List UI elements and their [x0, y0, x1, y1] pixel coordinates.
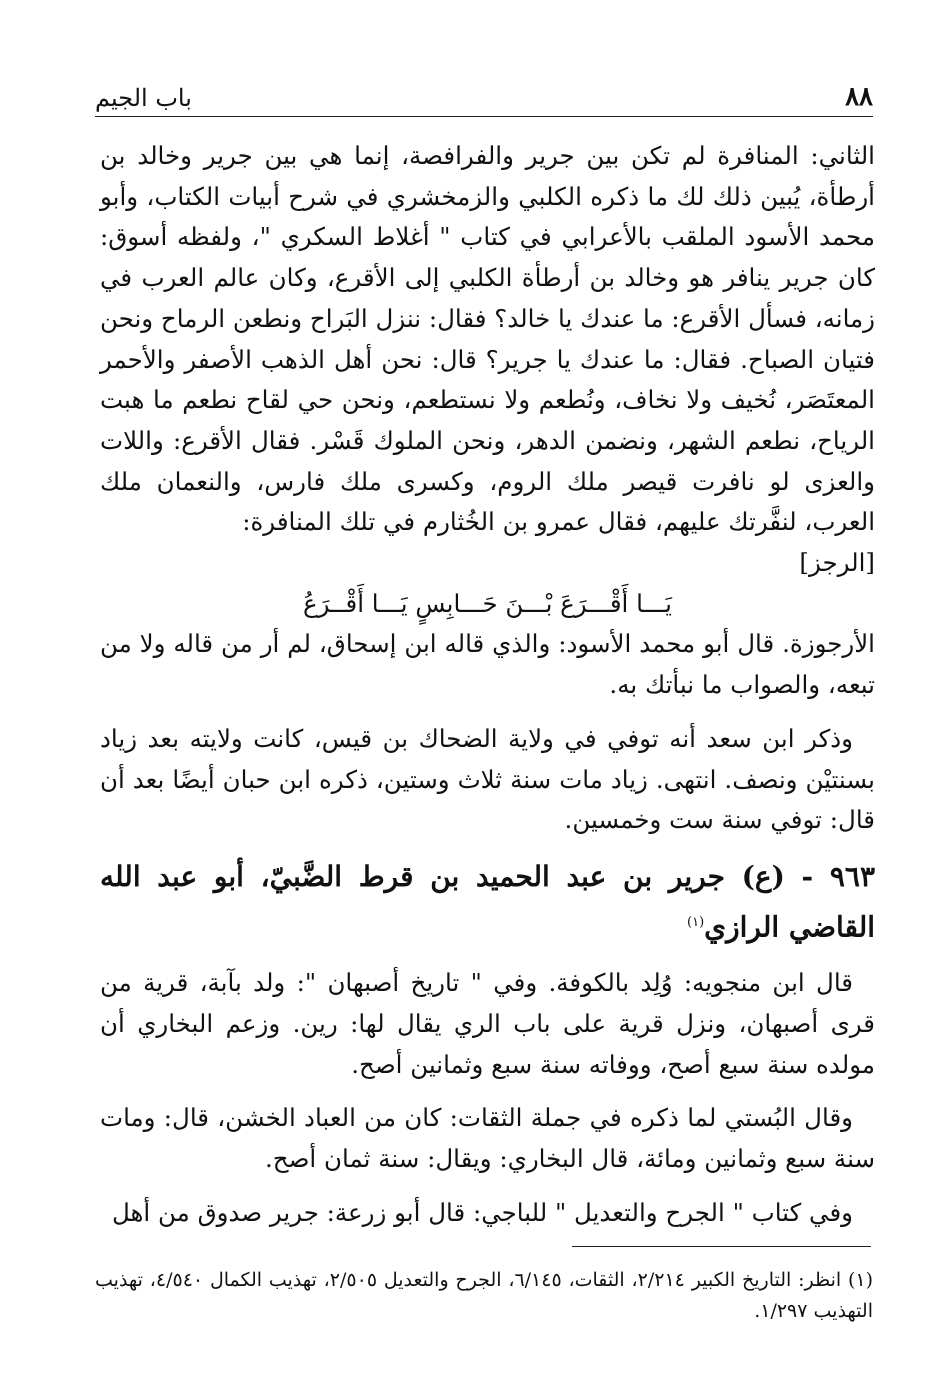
page-number: ٨٨: [845, 82, 873, 112]
spacer: [100, 1085, 875, 1098]
spacer: [100, 950, 875, 963]
spacer: [100, 841, 875, 854]
entry-heading: [100, 854, 875, 950]
spacer: [100, 1180, 875, 1193]
footnote-marker: (١): [687, 914, 705, 930]
verse-line: يَـــا أَقْـــرَعَ بْـــنَ حَـــابِسٍ يَـــا أَقْــرَعُ: [303, 588, 672, 618]
footnote: (١) انظر: التاريخ الكبير ٢/٢١٤، الثقات، ٦/١٤٥، الجرح والتعديل ٢/٥٠٥، تهذيب الكمال ٤/٥٤٠، تهذيب التهذيب ١/٢٩٧.: [95, 1269, 874, 1322]
main-text: [100, 136, 875, 1234]
entry-heading-text: ٩٦٣ - (ع) جرير بن عبد الحميد بن قرط الضَّبيّ، أبو عبد الله القاضي الرازي: [100, 859, 875, 944]
paragraph-ibn-manjawayh: قال ابن منجويه: وُلِد بالكوفة. وفي " تاريخ أصبهان ": ولد بآبة، قرية من قرى أصبهان، ونزل قرية على باب الري يقال لها: رين. وزعم البخاري أن مولده سنة سبع أصح، ووفاته سنة سبع وثمانين أصح.: [100, 968, 875, 1079]
page-header: [95, 82, 873, 117]
paragraph-busti: وقال البُستي لما ذكره في جملة الثقات: كان من العباد الخشن، قال: ومات سنة سبع وثمانين ومائة، قال البخاري: ويقال: سنة ثمان أصح.: [100, 1103, 875, 1174]
paragraph-baji: وفي كتاب " الجرح والتعديل " للباجي: قال أبو زرعة: جرير صدوق من أهل: [111, 1197, 853, 1227]
paragraph-urjuza: الأرجوزة. قال أبو محمد الأسود: والذي قاله ابن إسحاق، لم أر من قاله ولا من تبعه، والصواب ما نبأتك به.: [100, 629, 875, 700]
paragraph-munafara: الثاني: المنافرة لم تكن بين جرير والفرافصة، إنما هي بين جرير وخالد بن أرطأة، يُبين ذلك لك ما ذكره الكلبي والزمخشري في شرح أبيات الكتاب، وأبو محمد الأسود الملقب بالأعرابي في كتاب " أغلاط السكري "، ولفظه أسوق: كان جرير ينافر هو وخالد بن أرطأة الكلبي إلى الأقرع، وكان عالم العرب في زمانه، فسأل الأقرع: ما عندك يا خالد؟ فقال: ننزل البَراح ونطعن الرماح ونحن فتيان الصباح. فقال: ما عندك يا جرير؟ قال: نحن أهل الذهب الأصفر والأحمر المعتَصَر، نُخيف ولا نخاف، ونُطعم ولا نستطعم، ونحن حي لقاح نطعم ما هبت الرياح، نطعم الشهر، ونضمن الدهر، ونحن الملوك قَسْر. فقال الأقرع: واللات والعزى لو نافرت قيصر ملك الروم، وكسرى ملك فارس، والنعمان ملك العرب، لنفَّرتك عليهم، فقال عمرو بن الخُثارم في تلك المنافرة:: [100, 141, 875, 537]
meter-label: [الرجز]: [799, 548, 875, 578]
footnote-divider: [572, 1246, 871, 1247]
chapter-title: باب الجيم: [95, 84, 192, 112]
spacer: [100, 706, 875, 719]
paragraph-ibn-saad: وذكر ابن سعد أنه توفي في ولاية الضحاك بن قيس، كانت ولايته بعد زياد بسنتيْن ونصف. انتهى. زياد مات سنة ثلاث وستين، ذكره ابن حبان أيضًا بعد أن قال: توفي سنة ست وخمسين.: [100, 723, 875, 835]
